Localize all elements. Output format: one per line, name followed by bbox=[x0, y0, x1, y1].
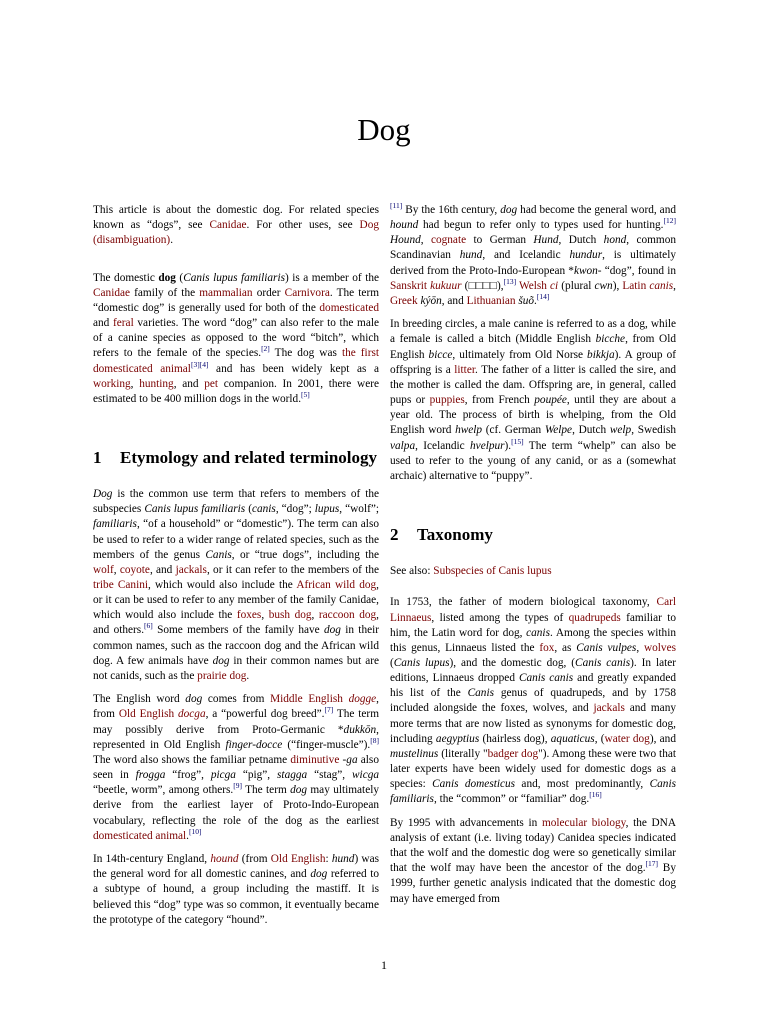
etymology-paragraph-2: The English word dog comes from Middle English dogge, from Old English docga, a “powerful dog breed”.[7] The term may possibly derive from Proto-Germanic *dukkōn, represented in Old English finger-docce (“finger-muscle”).[8] The word also shows the familiar petname diminutive -ga also seen in frogga “frog”, picga “pig”, stagga “stag”, wicga “beetle, worm”, among others.[9] The term dog may ultimately derive from the earliest layer of Proto-Indo-European vocabulary, reflecting the role of the dog as the earliest domesticated animal.[10] bbox=[93, 693, 380, 842]
link-latin[interactable]: Latin bbox=[622, 279, 647, 292]
hatnote: This article is about the domestic dog. For related species known as “dogs”, see Canidae. For other uses, see Dog (disambiguation). bbox=[93, 204, 379, 247]
etymology-paragraph-3: In 14th-century England, hound (from Old English: hund) was the general word for all domestic canines, and dog referred to a subtype of hound, a group including the mastiff. It is believed this “dog” type was so common, it eventually became the prototype of the category “hound”. bbox=[93, 853, 380, 926]
link-wolves[interactable]: wolves bbox=[643, 641, 676, 654]
ref-10[interactable]: [10] bbox=[189, 826, 202, 836]
ref-15[interactable]: [15] bbox=[511, 436, 524, 446]
ref-8[interactable]: [8] bbox=[370, 735, 379, 745]
etymology-paragraph-1: Dog is the common use term that refers to members of the subspecies Canis lupus familiaris (canis, “dog”; lupus, “wolf”; familiaris, “of a household” or “domestic”). The term can also be used to refer to a wider range of related species, such as the members of the genus Canis, or “true dogs”, including the wolf, coyote, and jackals, or it can refer to the members of the tribe Canini, which would also include the African wild dog, or it can be used to refer to any member of the family Canidae, which would also include the foxes, bush dog, raccoon dog, and others.[6] Some members of the family have dog in their common names, such as the raccoon dog and the African wild dog. A few animals have dog in their common names but are not canids, such as the prairie dog. bbox=[93, 488, 380, 682]
link-canidae-family[interactable]: Canidae bbox=[93, 286, 131, 299]
etymology-paragraph-3-continued: [11] By the 16th century, dog had become the general word, and hound had begun to refer only to types used for hunting.[12] Hound, cognate to German Hund, Dutch hond, common Scandinavian hund, and Icelandic hundur, is ultimately derived from the Proto-Indo-European *kwon- “dog”, found in Sanskrit kukuur (□□□□),[13] Welsh ci (plural cwn), Latin canis, Greek kýōn, and Lithuanian šuõ.[14] bbox=[390, 201, 677, 307]
left-column bbox=[93, 203, 379, 936]
ref-2[interactable]: [2] bbox=[261, 344, 270, 354]
link-tribe-canini[interactable]: tribe Canini bbox=[93, 579, 148, 591]
link-foxes[interactable]: foxes bbox=[236, 609, 262, 622]
section-heading-etymology: 1 Etymology and related terminology bbox=[93, 448, 378, 468]
link-domesticated[interactable]: domesticated bbox=[319, 301, 379, 314]
link-docga[interactable]: docga bbox=[177, 708, 206, 721]
link-african-wild-dog[interactable]: African wild dog bbox=[296, 579, 377, 591]
ref-3[interactable]: [3] bbox=[190, 359, 200, 369]
link-pet[interactable]: pet bbox=[204, 377, 219, 390]
link-dog-disambiguation[interactable]: Dog (disambiguation) bbox=[93, 219, 379, 247]
ref-4[interactable]: [4] bbox=[199, 359, 209, 369]
ref-9[interactable]: [9] bbox=[233, 781, 242, 791]
link-welsh[interactable]: Welsh bbox=[518, 279, 547, 292]
page-title: Dog bbox=[357, 112, 411, 147]
link-quadrupeds[interactable]: quadrupeds bbox=[568, 611, 621, 624]
link-subspecies-of-canis-lupus[interactable]: Subspecies of Canis lupus bbox=[433, 565, 552, 577]
link-canidae[interactable]: Canidae bbox=[209, 219, 247, 232]
link-mammalian[interactable]: mammalian bbox=[199, 286, 253, 299]
link-fox[interactable]: fox bbox=[539, 641, 555, 654]
link-dogge[interactable]: dogge bbox=[348, 693, 377, 706]
breeding-paragraph: In breeding circles, a male canine is referred to as a dog, while a female is called a bitch (Middle English bicche, from Old English bicce, ultimately from Old Norse bikkja). A group of offspring is a litter. The father of a litter is called the sire, and the mother is called the dam. Offspring are, in general, called pups or puppies, from French poupée, until they are about a year old. The process of birth is whelping, from the Old English word hwelp (cf. German Welpe, Dutch welp, Swedish valpa, Icelandic hvelpur).[15] The term “whelp” can also be used to refer to the young of any canid, or as a (somewhat archaic) alternative to “puppy”. bbox=[390, 318, 676, 482]
link-hunting[interactable]: hunting bbox=[139, 377, 174, 390]
link-canis[interactable]: canis bbox=[649, 279, 674, 292]
ref-6[interactable]: [6] bbox=[144, 621, 153, 631]
missing-glyphs: □□□□ bbox=[468, 279, 497, 292]
section-heading-taxonomy: 2 Taxonomy bbox=[390, 525, 493, 544]
link-wolf[interactable]: wolf bbox=[93, 563, 114, 576]
ref-12[interactable]: [12] bbox=[663, 216, 676, 226]
link-carl-linnaeus[interactable]: Carl Linnaeus bbox=[390, 596, 676, 624]
link-cognate[interactable]: cognate bbox=[430, 234, 467, 247]
taxonomy-paragraph-2: By 1995 with advancements in molecular biology, the DNA analysis of extant (i.e. living today) Canidea species indicated that the wolf and the domestic dog were so genetically similar that the wolf may have been the ancestor of the dog.[17] By 1999, further genetic analysis indicated that the domestic dog may have emerged from bbox=[390, 816, 677, 905]
ref-5[interactable]: [5] bbox=[301, 390, 310, 400]
link-bush-dog[interactable]: bush dog bbox=[268, 609, 312, 622]
right-column bbox=[390, 203, 676, 915]
intro-paragraph: The domestic dog (Canis lupus familiaris) is a member of the Canidae family of the mammalian order Carnivora. The term “domestic dog” is generally used for both of the domesticated and feral varieties. The word “dog” can also refer to the male of a canine species as opposed to the word “bitch”, which refers to the female of the species.[2] The dog was the first domesticated animal[3][4] and has been widely kept as a working, hunting, and pet companion. In 2001, there were estimated to be 400 million dogs in the world.[5] bbox=[93, 271, 379, 405]
link-working[interactable]: working bbox=[93, 377, 131, 390]
link-old-english-2[interactable]: Old English bbox=[270, 853, 326, 866]
link-puppies[interactable]: puppies bbox=[429, 394, 465, 407]
link-diminutive[interactable]: diminutive bbox=[290, 753, 340, 766]
link-litter[interactable]: litter bbox=[454, 363, 475, 376]
link-carnivora[interactable]: Carnivora bbox=[284, 286, 330, 299]
link-coyote[interactable]: coyote bbox=[119, 563, 150, 576]
link-first-domesticated-animal[interactable]: the first domesticated animal bbox=[93, 347, 379, 375]
ref-11[interactable]: [11] bbox=[390, 201, 403, 211]
taxonomy-paragraph-1: In 1753, the father of modern biological taxonomy, Carl Linnaeus, listed among the types of quadrupeds familiar to him, the Latin word for dog, canis. Among the species within this genus, Linnaeus listed the fox, as Canis vulpes, wolves (Canis lupus), and the domestic dog, (Canis canis). In later editions, Linnaeus dropped Canis canis and greatly expanded his list of the Canis genus of quadrupeds, and by 1758 included alongside the foxes, wolves, and jackals and many more terms that are now listed as synonyms for domestic dog, including aegyptius (hairless dog), aquaticus, (water dog), and mustelinus (literally "badger dog"). Among these were two that later experts have been widely used for domestic dogs as a species: Canis domesticus and, most predominantly, Canis familiaris, the “common” or “familiar” dog.[16] bbox=[390, 596, 677, 806]
see-also-note: See also: Subspecies of Canis lupus bbox=[390, 565, 552, 577]
link-jackals-2[interactable]: jackals bbox=[593, 702, 625, 715]
link-old-english[interactable]: Old English bbox=[118, 708, 175, 721]
page-number: 1 bbox=[381, 958, 387, 972]
ref-16[interactable]: [16] bbox=[589, 790, 602, 800]
link-greek[interactable]: Greek bbox=[390, 294, 418, 307]
link-kukuur[interactable]: kukuur bbox=[430, 279, 462, 292]
ref-13[interactable]: [13] bbox=[503, 277, 517, 287]
link-jackals[interactable]: jackals bbox=[175, 563, 207, 576]
ref-14[interactable]: [14] bbox=[536, 292, 550, 302]
link-feral[interactable]: feral bbox=[113, 317, 134, 330]
link-middle-english[interactable]: Middle English bbox=[270, 693, 343, 706]
link-raccoon-dog[interactable]: raccoon dog bbox=[318, 609, 377, 622]
ref-7[interactable]: [7] bbox=[324, 705, 334, 715]
link-hound[interactable]: hound bbox=[210, 853, 239, 866]
link-prairie-dog[interactable]: prairie dog bbox=[197, 669, 247, 682]
link-molecular-biology[interactable]: molecular biology bbox=[541, 816, 626, 829]
link-water-dog[interactable]: water dog bbox=[604, 732, 650, 745]
link-badger-dog[interactable]: badger dog bbox=[487, 747, 539, 760]
ref-17[interactable]: [17] bbox=[645, 859, 659, 869]
link-domesticated-animal[interactable]: domesticated animal bbox=[93, 829, 187, 842]
link-ci[interactable]: ci bbox=[550, 279, 559, 292]
link-lithuanian[interactable]: Lithuanian bbox=[466, 294, 516, 307]
link-sanskrit[interactable]: Sanskrit bbox=[390, 279, 428, 292]
